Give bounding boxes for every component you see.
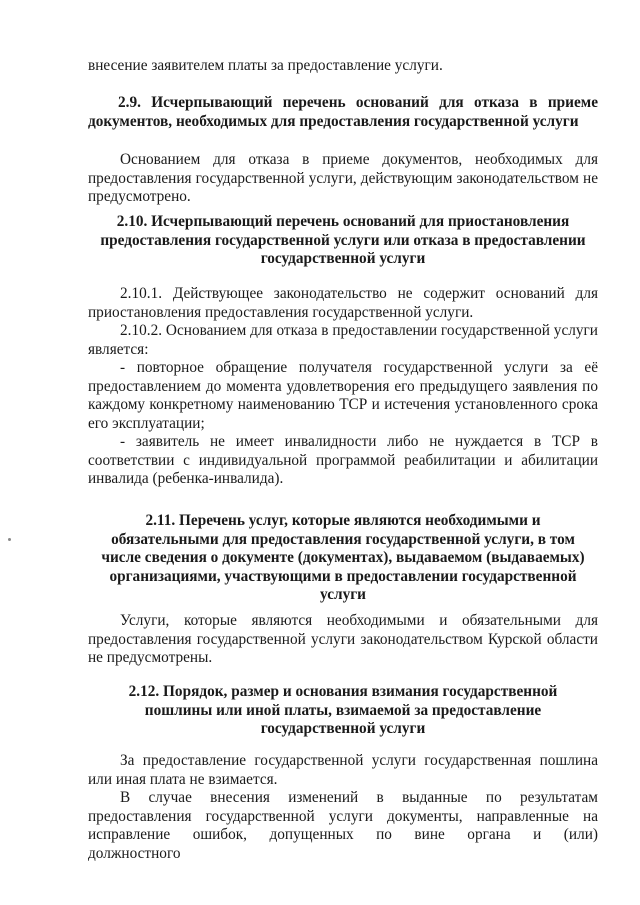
section-2-10-bullet-1: - повторное обращение получателя государственной услуги за её предоставлением до момента удовлетворения его предыдущего заявления по каждому конкретному наименованию ТСР и истечения установленного срока его эксплуатации;: [88, 359, 598, 432]
scan-dot: [8, 538, 11, 541]
continuation-line: внесение заявителем платы за предоставление услуги.: [88, 57, 443, 74]
section-2-12-text-1: За предоставление государственной услуги государственная пошлина или иная плата не взимается.: [88, 752, 598, 788]
section-2-11-heading: 2.11. Перечень услуг, которые являются необходимыми и обязательными для предоставления государственной услуги, в том числе сведения о документе (документах), выдаваемом (выдаваемых) организациями, участвующими в предоставлении государственной услуги: [101, 512, 585, 604]
section-2-10-1-text: 2.10.1. Действующее законодательство не содержит оснований для приостановления предоставления государственной услуги.: [88, 285, 598, 321]
section-2-10-bullet-2: - заявитель не имеет инвалидности либо не нуждается в ТСР в соответствии с индивидуальной программой реабилитации и абилитации инвалида (ребенка-инвалида).: [88, 433, 598, 488]
section-2-9-heading: 2.9. Исчерпывающий перечень оснований для отказа в приеме документов, необходимых для предоставления государственной услуги: [88, 94, 598, 130]
section-2-9-text: Основанием для отказа в приеме документов, необходимых для предоставления государственной услуги, действующим законодательством не предусмотрено.: [88, 151, 598, 206]
section-2-12-text-2: В случае внесения изменений в выданные по результатам предоставления государственной услуги документы, направленные на исправление ошибок, допущенных по вине органа и (или) должностного: [88, 789, 598, 862]
section-2-10-2-text: 2.10.2. Основанием для отказа в предоставлении государственной услуги является:: [88, 322, 598, 358]
section-2-12-heading: 2.12. Порядок, размер и основания взимания государственной пошлины или иной платы, взимаемой за предоставление государственной услуги: [128, 683, 558, 738]
section-2-10-heading: 2.10. Исчерпывающий перечень оснований для приостановления предоставления государственной услуги или отказа в предоставлении государственной услуги: [100, 213, 586, 268]
section-2-11-text: Услуги, которые являются необходимыми и обязательными для предоставления государственной услуги законодательством Курской области не предусмотрены.: [88, 612, 598, 667]
